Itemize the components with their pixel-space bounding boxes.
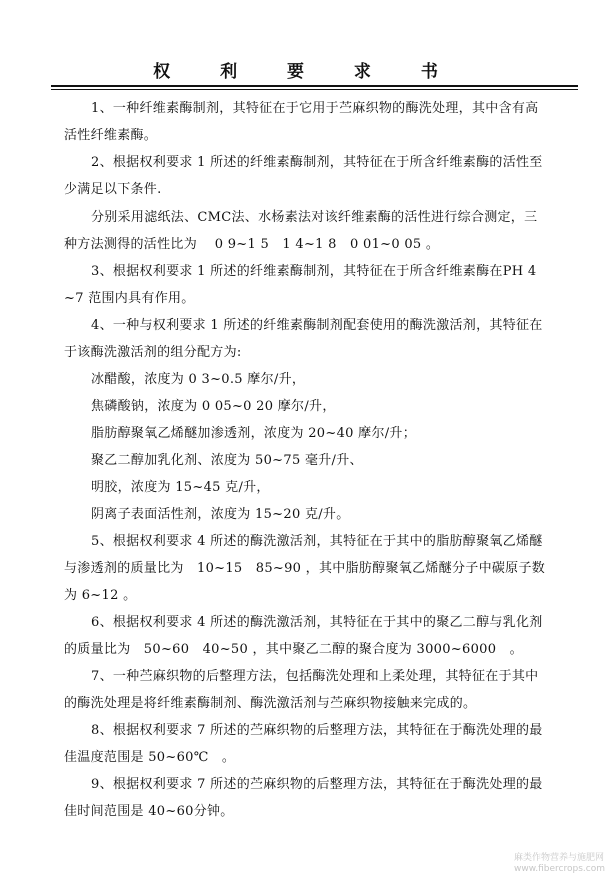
claim-6-line-2: 的质量比为 50~60 40~50 ，其中聚乙二醇的聚合度为 3000~6000 。: [64, 642, 523, 657]
claim-4-ingredient-6: 阴离子表面活性剂，浓度为 15~20 克/升。: [91, 507, 350, 522]
claim-4-line-1: 4、一种与权利要求 1 所述的纤维素酶制剂配套使用的酶洗激活剂，其特征在: [91, 318, 543, 333]
claim-9-line-1: 9、根据权利要求 7 所述的苎麻织物的后整理方法，其特征在于酶洗处理的最: [91, 777, 543, 792]
claim-4-ingredient-4: 聚乙二醇加乳化剂、浓度为 50~75 毫升/升、: [91, 453, 363, 468]
claim-4-ingredient-5: 明胶，浓度为 15~45 克/升，: [91, 480, 270, 495]
claim-2-line-2: 少满足以下条件.: [64, 182, 162, 197]
site-watermark: [514, 853, 605, 875]
claim-5-line-1: 5、根据权利要求 4 所述的酶洗激活剂，其特征在于其中的脂肪醇聚氧乙烯醚: [91, 534, 543, 549]
claim-8-line-2: 佳温度范围是 50~60℃ 。: [64, 750, 236, 765]
claim-8-line-1: 8、根据权利要求 7 所述的苎麻织物的后整理方法，其特征在于酶洗处理的最: [91, 723, 543, 738]
claim-7-line-2: 的酶洗处理是将纤维素酶制剂、酶洗激活剂与苎麻织物接触来完成的。: [64, 696, 477, 711]
claim-2-line-1: 2、根据权利要求 1 所述的纤维素酶制剂，其特征在于所含纤维素酶的活性至: [91, 155, 543, 170]
watermark-url: www.fibercrops.com: [514, 864, 605, 874]
title-underline: [51, 85, 578, 87]
claim-2-line-3: 分别采用滤纸法、CMC法、水杨素法对该纤维素酶的活性进行综合测定，三: [91, 210, 538, 225]
claim-5-line-3: 为 6~12 。: [64, 588, 137, 603]
claim-9-line-2: 佳时间范围是 40~60分钟。: [64, 804, 234, 819]
page-title: 权 利 要 求 书: [153, 62, 460, 82]
title-underline-thin: [51, 89, 578, 90]
claim-3-line-2: ~7 范围内具有作用。: [64, 291, 195, 306]
claim-4-ingredient-1: 冰醋酸，浓度为 0 3~0.5 摩尔/升，: [91, 372, 306, 387]
claim-5-line-2: 与渗透剂的质量比为 10~15 85~90 ，其中脂肪醇聚氧乙烯醚分子中碳原子数: [64, 561, 546, 576]
claim-4-line-2: 于该酶洗激活剂的组分配方为:: [64, 345, 242, 360]
claim-7-line-1: 7、一种苎麻织物的后整理方法，包括酶洗处理和上柔处理，其特征在于其中: [91, 669, 539, 684]
claim-4-ingredient-2: 焦磷酸钠，浓度为 0 05~0 20 摩尔/升，: [91, 399, 336, 414]
claim-2-line-4: 种方法测得的活性比为 0 9~1 5 1 4~1 8 0 01~0 05 。: [64, 237, 440, 252]
claim-1-line-1: 1、一种纤维素酶制剂，其特征在于它用于苎麻织物的酶洗处理，其中含有高: [91, 101, 539, 116]
claim-6-line-1: 6、根据权利要求 4 所述的酶洗激活剂，其特征在于其中的聚乙二醇与乳化剂: [91, 615, 543, 630]
watermark-site-name: 麻类作物营养与施肥网: [514, 853, 605, 863]
claim-4-ingredient-3: 脂肪醇聚氧乙烯醚加渗透剂，浓度为 20~40 摩尔/升；: [91, 426, 417, 441]
claim-1-line-2: 活性纤维素酶。: [64, 128, 158, 143]
claim-3-line-1: 3、根据权利要求 1 所述的纤维素酶制剂，其特征在于所含纤维素酶在PH 4: [91, 264, 537, 279]
